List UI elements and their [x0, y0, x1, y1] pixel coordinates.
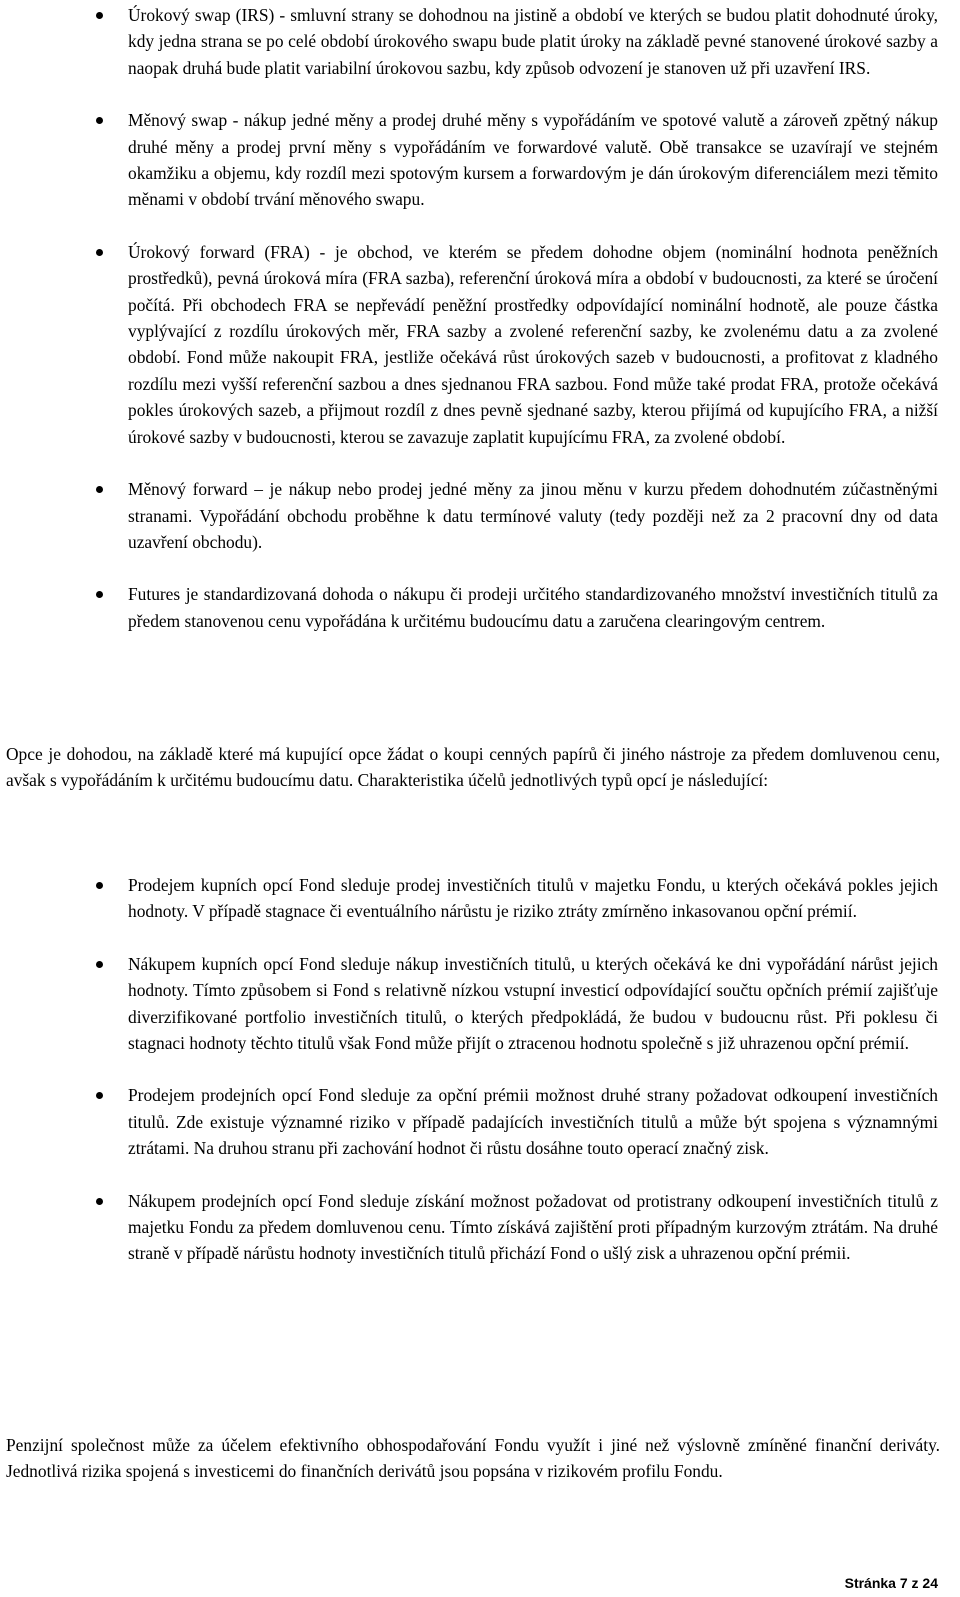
item-text: Nákupem kupních opcí Fond sleduje nákup investičních titulů, u kterých očekává ke dni vypořádání nárůst jejich hodnoty. Tímto způsobem si Fond s relativně nízkou vstupní investicí odpovídající součtu opčních prémií zajišťuje diverzifikované portfolio investičních titulů, o kterých předpokládá, že budou v budoucnu růst. Při poklesu či stagnaci hodnoty těchto titulů však Fond může přijít o ztracenou hodnotu společně s již uhrazenou opční prémií.: [128, 953, 938, 1054]
item-text: Úrokový swap (IRS) - smluvní strany se dohodnou na jistině a období ve kterých se budou platit dohodnuté úroky, kdy jedna strana se po celé období úrokového swapu bude platit úroky na základě pevné stanovené úrokové sazby a naopak druhá bude platit variabilní úrokovou sazbu, kdy způsob odvození je stanoven už při uzavření IRS.: [128, 5, 938, 78]
page-number: Stránka 7 z 24: [844, 1575, 938, 1591]
derivatives-list: [0, 2, 960, 634]
list-item: [0, 476, 960, 555]
list-item: [0, 239, 960, 450]
bullet-icon: [96, 117, 103, 124]
closing-paragraph: Penzijní společnost může za účelem efektivního obhospodařování Fondu využít i jiné než výslovně zmíněné finanční deriváty. Jednotlivá rizika spojená s investicemi do finančních derivátů jsou popsána v rizikovém profilu Fondu.: [6, 1435, 940, 1482]
bullet-icon: [96, 12, 103, 19]
bullet-icon: [96, 486, 103, 493]
options-list: [0, 872, 960, 1267]
bullet-icon: [96, 591, 103, 598]
options-intro-paragraph: Opce je dohodou, na základě které má kupující opce žádat o koupi cenných papírů či jiného nástroje za předem domluvenou cenu, avšak s vypořádáním k určitému budoucímu datu. Charakteristika účelů jednotlivých typů opcí je následující:: [6, 744, 940, 791]
item-text: Prodejem prodejních opcí Fond sleduje za opční prémii možnost druhé strany požadovat odkoupení investičních titulů. Zde existuje významné riziko v případě padajících investičních titulů a může být spojena s významnými ztrátami. Na druhou stranu při zachování hodnot či růstu dosáhne touto operací značný zisk.: [128, 1085, 938, 1159]
list-item: [0, 2, 960, 81]
list-item: [0, 107, 960, 213]
item-text: Nákupem prodejních opcí Fond sleduje získání možnost požadovat od protistrany odkoupení investičních titulů z majetku Fondu za předem domluvenou cenu. Tímto získává zajištění proti případným kurzovým ztrátám. Na druhé straně v případě nárůstu hodnoty investičních titulů přichází Fond o ušlý zisk a uhrazenou opční prémii.: [128, 1190, 938, 1264]
list-item: [0, 872, 960, 925]
item-text: Měnový swap - nákup jedné měny a prodej druhé měny s vypořádáním ve spotové valutě a zároveň zpětný nákup druhé měny a prodej první měny s vypořádáním ve forwardové valutě. Obě transakce se uzavírají ve stejném okamžiku a objemu, kdy rozdíl mezi spotovým kursem a forwardovým je dán úrokovým diferenciálem mezi těmito měnami v období trvání měnového swapu.: [128, 110, 938, 210]
list-item: [0, 951, 960, 1057]
item-text: Úrokový forward (FRA) - je obchod, ve kterém se předem dohodne objem (nominální hodnota peněžních prostředků), pevná úroková míra (FRA sazba), referenční úroková míra a období v budoucnosti, za které se úročení počítá. Při obchodech FRA se nepřevádí peněžní prostředky odpovídající nominální hodnotě, ale pouze částka vyplývající z rozdílu úrokových měr, FRA sazby a zvolené referenční sazby, ke zvolenému datu a za zvolené období. Fond může nakoupit FRA, jestliže očekává růst úrokových sazeb v budoucnosti, a profitovat z kladného rozdílu mezi vyšší referenční sazbou a dnes sjednanou FRA sazbou. Fond může také prodat FRA, protože očekává pokles úrokových sazeb, a přijmout rozdíl z dnes pevně sjednané sazby, kterou přijímá od kupujícího FRA, a nižší úrokové sazby v budoucnosti, kterou se zavazuje zaplatit kupujícímu FRA, za zvolené období.: [128, 241, 938, 447]
item-text: Prodejem kupních opcí Fond sleduje prodej investičních titulů v majetku Fondu, u kterých očekává pokles jejich hodnoty. V případě stagnace či eventuálního nárůstu je riziko ztráty zmírněno inkasovanou opční prémií.: [128, 875, 938, 922]
list-item: [0, 1188, 960, 1267]
bullet-icon: [96, 249, 103, 256]
bullet-icon: [96, 1198, 103, 1205]
bullet-icon: [96, 961, 103, 968]
list-item: [0, 1082, 960, 1161]
bullet-icon: [96, 882, 103, 889]
list-item: [0, 581, 960, 634]
bullet-icon: [96, 1092, 103, 1099]
item-text: Měnový forward – je nákup nebo prodej jedné měny za jinou měnu v kurzu předem dohodnutém zúčastněnými stranami. Vypořádání obchodu proběhne k datu termínové valuty (tedy později než za 2 pracovní dny od data uzavření obchodu).: [128, 479, 938, 552]
item-text: Futures je standardizovaná dohoda o nákupu či prodeji určitého standardizovaného množství investičních titulů za předem stanovenou cenu vypořádána k určitému budoucímu datu a zaručena clearingovým centrem.: [128, 584, 938, 631]
